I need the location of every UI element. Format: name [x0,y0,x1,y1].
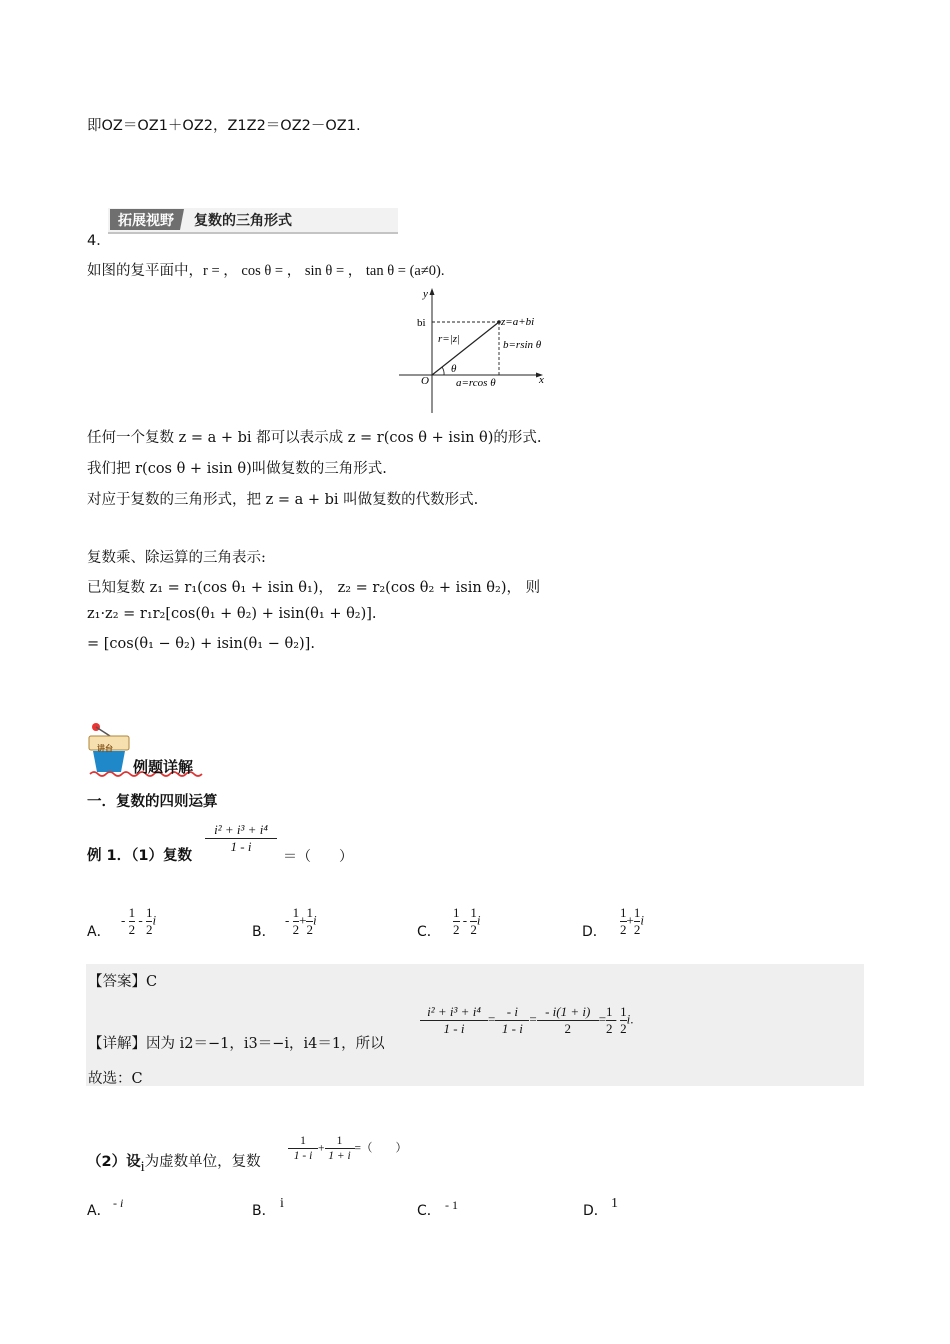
opt-d-n2: 1 [633,905,641,920]
opt-d-d1: 2 [620,922,627,938]
opt-a-unit: i [152,912,157,928]
example2-stem [87,1150,261,1175]
podium-badge: 讲台 [97,744,113,753]
example1-frac-den: 1 - i [205,838,277,855]
x-label: x [539,374,544,386]
detail-equation [420,1004,634,1038]
example1-fraction [205,822,277,856]
option-a-value[interactable] [121,905,156,939]
opt-b-unit: i [312,912,317,928]
opt-d-op: + [626,912,634,928]
trig-line-3: 我们把 r(cos θ + isin θ)叫做复数的三角形式. [87,461,387,477]
trig-line-5: 复数乘、除运算的三角表示: [87,550,266,566]
example2-part: （2）设 [87,1154,141,1170]
section-heading: 一．复数的四则运算 [87,794,218,810]
e2-option-d-value[interactable]: 1 [611,1196,618,1211]
e2-option-a-letter[interactable]: A． [87,1203,111,1219]
e2-plus: + [318,1142,325,1155]
option-a-letter[interactable]: A． [87,924,111,940]
opt-b-n2: 1 [306,905,313,920]
y-arrow [430,288,435,295]
d-minus: - [612,1011,617,1027]
opt-a-sign: - [121,912,126,928]
d-f4-num: 1 [606,1004,613,1019]
opt-b-sign: - [285,912,290,928]
opt-d-unit: i [640,912,644,928]
trig-line-1 [87,259,445,280]
d-f1-num: i² + i³ + i⁴ [427,1004,481,1019]
d-f2-num: - i [506,1004,518,1019]
bi-label: bi [417,317,426,329]
examples-title: 例题详解 [133,758,194,776]
theta-label: θ [451,363,457,375]
e2-option-a-value[interactable]: - i [113,1196,124,1210]
opt-d-d2: 2 [633,922,641,938]
e2-option-b-value[interactable]: i [280,1196,284,1211]
trig-line-8: = [cos(θ₁ − θ₂) + isin(θ₁ − θ₂)]. [87,636,315,652]
opt-a-op: - [138,912,143,928]
trig-line-2: 任何一个复数 z = a + bi 都可以表示成 z = r(cos θ + isin θ)的形式. [87,430,542,446]
opt-a-n2: 1 [145,905,153,920]
b-label: b=rsin θ [503,339,542,351]
z-label: z=a+bi [501,316,535,328]
e2-f1-num: 1 [300,1135,306,1147]
y-label: y [423,288,428,300]
d-f3-den: 2 [537,1020,599,1037]
d-eq-1: = [488,1011,496,1027]
e2-f1-den: 1 - i [288,1148,318,1163]
e2-f2-den: 1 + i [325,1148,355,1163]
trig-line-4: 对应于复数的三角形式，把 z = a + bi 叫做复数的代数形式. [87,492,479,508]
option-c-value[interactable] [453,905,480,939]
example1-frac-num: i² + i³ + i⁴ [214,822,268,837]
option-c-letter[interactable]: C． [417,924,441,940]
d-f5-num: 1 [620,1004,627,1019]
e2-option-d-letter[interactable]: D． [583,1203,608,1219]
option-d-letter[interactable]: D． [582,924,607,940]
e2-tail: =（ ） [354,1142,407,1155]
theta-arc [442,367,444,375]
d-f1-den: 1 - i [420,1020,488,1037]
e2-option-c-value[interactable]: - 1 [445,1198,458,1212]
opt-b-d2: 2 [306,922,313,938]
example2-mid: 为虚数单位，复数 [144,1154,261,1170]
example1-tail: ＝（ ） [283,849,353,865]
opt-c-n1: 1 [453,905,460,920]
opt-a-d2: 2 [145,922,153,938]
answer-text: 【答案】C [88,974,158,990]
d-f4-den: 2 [606,1021,613,1037]
line1-formula: r = ， cos θ = ， sin θ = ， tan θ = (a≠0). [203,263,445,279]
opt-b-op: + [299,912,307,928]
option-b-value[interactable] [285,905,317,939]
origin-label: O [421,375,429,387]
example2-i-symbol: i [140,1159,145,1175]
example1-label-row [87,844,192,865]
example1-part: （1）复数 [131,848,192,864]
example2-fractions [288,1134,407,1164]
e2-option-b-letter[interactable]: B． [252,1203,276,1219]
opt-a-d1: 2 [128,922,136,938]
opt-c-n2: 1 [470,905,477,920]
intro-line: 即OZ＝OZ1＋OZ2，Z1Z2＝OZ2－OZ1. [87,118,361,134]
opt-c-op: - [462,912,468,928]
banner-tag: 拓展视野 [118,213,174,229]
complex-plane-diagram [395,285,555,415]
d-eq-3: = [598,1011,607,1027]
opt-c-d2: 2 [470,922,477,938]
e2-option-c-letter[interactable]: C． [417,1203,441,1219]
d-f3-num: - i(1 + i) [545,1004,591,1019]
d-f2-den: 1 - i [495,1020,529,1037]
example1-label: 例 1． [87,848,132,864]
d-unit: i [626,1011,631,1027]
opt-b-n1: 1 [292,905,300,920]
opt-c-unit: i [476,912,481,928]
option-b-letter[interactable]: B． [252,924,276,940]
section-number: 4． [87,233,111,249]
option-d-value[interactable] [620,905,644,939]
r-label: r=|z| [438,333,461,345]
opt-b-d1: 2 [292,922,300,938]
banner-title: 复数的三角形式 [194,213,292,229]
diagram-svg [395,285,555,415]
trig-line-7: z₁·z₂ = r₁r₂[cos(θ₁ + θ₂) + isin(θ₁ + θ₂)]. [87,606,377,622]
choose-text: 故选：C [88,1071,143,1087]
opt-a-n1: 1 [128,905,136,920]
trig-line-6: 已知复数 z₁ = r₁(cos θ₁ + isin θ₁)， z₂ = r₂(cos θ₂ + isin θ₂)， 则 [87,580,541,596]
a-label: a=rcos θ [456,377,496,389]
d-end: . [630,1011,634,1027]
opt-d-n1: 1 [620,905,627,920]
d-eq-2: = [529,1011,537,1027]
example1-options [87,905,787,945]
opt-c-d1: 2 [453,922,460,938]
d-f5-den: 2 [620,1021,627,1037]
e2-f2-num: 1 [336,1135,343,1147]
line1-prefix: 如图的复平面中， [87,263,203,279]
detail-prefix: 【详解】因为 i2＝−1，i3＝−i，i4＝1，所以 [88,1036,385,1052]
